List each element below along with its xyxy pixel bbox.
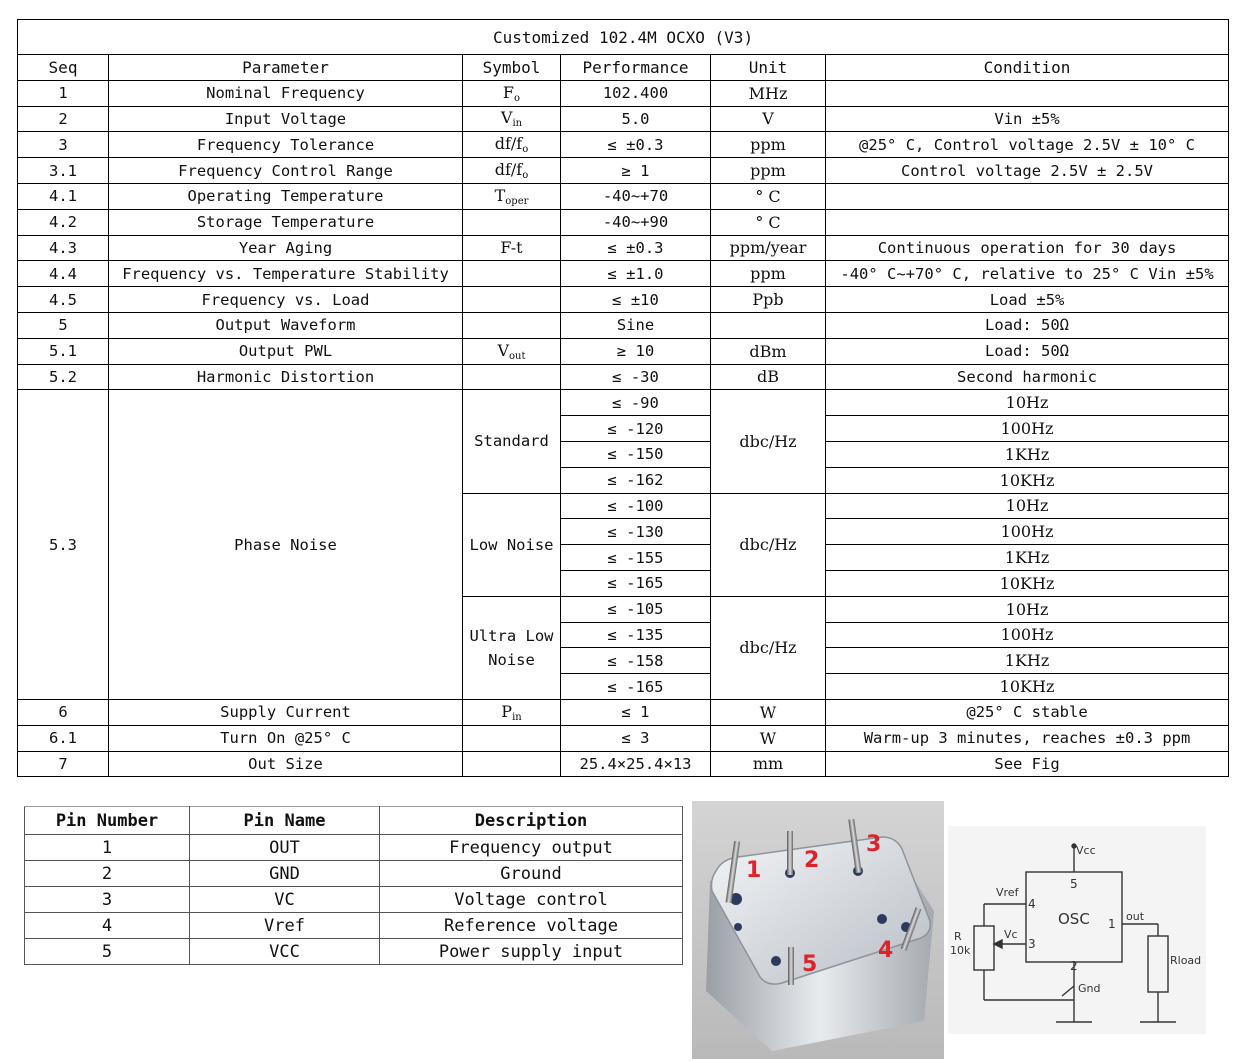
- performance-cell: ≤ -130: [561, 519, 711, 545]
- pin-name-cell: VCC: [190, 939, 380, 965]
- table-row: [18, 261, 1229, 287]
- unit-cell: dB: [711, 364, 826, 390]
- seq-cell: 5.2: [18, 364, 109, 390]
- symbol-cell: F-t: [463, 235, 561, 261]
- table-row: [18, 338, 1229, 364]
- pin-row: [25, 861, 683, 887]
- performance-cell: ≤ -120: [561, 416, 711, 442]
- condition-cell: Continuous operation for 30 days: [826, 235, 1229, 261]
- seq-cell: 6.1: [18, 725, 109, 751]
- pin-description-cell: Frequency output: [380, 835, 683, 861]
- pin-column-header: Description: [380, 807, 683, 835]
- seq-cell: 4.3: [18, 235, 109, 261]
- table-row: [18, 235, 1229, 261]
- performance-cell: ≤ -165: [561, 570, 711, 596]
- pin-name-cell: VC: [190, 887, 380, 913]
- unit-cell: ppm: [711, 158, 826, 184]
- performance-cell: ≤ -158: [561, 648, 711, 674]
- pin-row: [25, 887, 683, 913]
- parameter-cell: Frequency vs. Load: [109, 287, 463, 313]
- symbol-cell: [463, 287, 561, 313]
- circuit-diagram: [948, 826, 1206, 1034]
- condition-cell: Load: 50Ω: [826, 338, 1229, 364]
- performance-cell: ≤ -165: [561, 674, 711, 700]
- symbol-cell: [463, 751, 561, 777]
- pin-number-cell: 3: [25, 887, 190, 913]
- performance-cell: 102.400: [561, 80, 711, 106]
- unit-cell: ppm: [711, 132, 826, 158]
- circuit-osc-label: OSC: [1058, 910, 1090, 928]
- performance-cell: -40~+90: [561, 209, 711, 235]
- condition-cell: 100Hz: [826, 519, 1229, 545]
- photo-pin-label-1: 1: [746, 858, 762, 883]
- performance-cell: Sine: [561, 312, 711, 338]
- unit-cell: dBm: [711, 338, 826, 364]
- table-row: [18, 364, 1229, 390]
- symbol-cell: [463, 364, 561, 390]
- condition-cell: [826, 209, 1229, 235]
- phase-noise-row: [18, 390, 1229, 416]
- symbol-subscript: o: [522, 170, 529, 182]
- noise-grade-cell: Ultra Low Noise: [463, 596, 561, 699]
- performance-cell: ≥ 1: [561, 158, 711, 184]
- seq-cell: 3.1: [18, 158, 109, 184]
- table-row: [18, 699, 1229, 725]
- parameter-cell: Nominal Frequency: [109, 80, 463, 106]
- photo-pin-label-3: 3: [866, 832, 882, 857]
- symbol-cell: $V_{in}$: [463, 106, 561, 132]
- parameter-cell: Output PWL: [109, 338, 463, 364]
- unit-cell: W: [711, 699, 826, 725]
- table-row: [18, 132, 1229, 158]
- unit-cell: W: [711, 725, 826, 751]
- table-row: [18, 725, 1229, 751]
- seq-cell: 5: [18, 312, 109, 338]
- unit-cell: ppm: [711, 261, 826, 287]
- noise-grade-cell: Low Noise: [463, 493, 561, 596]
- performance-cell: -40~+70: [561, 183, 711, 209]
- condition-cell: [826, 80, 1229, 106]
- column-header: Symbol: [463, 55, 561, 81]
- parameter-cell: Output Waveform: [109, 312, 463, 338]
- pin-name-cell: OUT: [190, 835, 380, 861]
- condition-cell: @25° C, Control voltage 2.5V ± 10° C: [826, 132, 1229, 158]
- table-row: [18, 158, 1229, 184]
- condition-cell: 10KHz: [826, 467, 1229, 493]
- pin-row: [25, 939, 683, 965]
- condition-cell: 10KHz: [826, 674, 1229, 700]
- table-title: Customized 102.4M OCXO (V3): [18, 20, 1229, 55]
- circuit-vref-label: Vref: [996, 886, 1019, 899]
- condition-cell: 100Hz: [826, 622, 1229, 648]
- performance-cell: ≤ -155: [561, 545, 711, 571]
- photo-pin-label-2: 2: [804, 848, 820, 873]
- condition-cell: [826, 183, 1229, 209]
- parameter-cell: Harmonic Distortion: [109, 364, 463, 390]
- condition-cell: 1KHz: [826, 441, 1229, 467]
- symbol-subscript: o: [522, 144, 529, 156]
- performance-cell: ≤ 1: [561, 699, 711, 725]
- condition-cell: 1KHz: [826, 648, 1229, 674]
- seq-cell: 4.4: [18, 261, 109, 287]
- symbol-subscript: in: [512, 118, 523, 130]
- table-row: [18, 80, 1229, 106]
- symbol-cell: $F_o$: [463, 80, 561, 106]
- condition-cell: Load: 50Ω: [826, 312, 1229, 338]
- condition-cell: 10Hz: [826, 390, 1229, 416]
- parameter-cell: Frequency vs. Temperature Stability: [109, 261, 463, 287]
- pin-number-cell: 5: [25, 939, 190, 965]
- parameter-cell: Phase Noise: [109, 390, 463, 700]
- symbol-subscript: out: [509, 350, 526, 362]
- performance-cell: ≥ 10: [561, 338, 711, 364]
- performance-cell: ≤ -105: [561, 596, 711, 622]
- condition-cell: -40° C~+70° C, relative to 25° C Vin ±5%: [826, 261, 1229, 287]
- performance-cell: ≤ -150: [561, 441, 711, 467]
- seq-cell: 7: [18, 751, 109, 777]
- seq-cell: 4.2: [18, 209, 109, 235]
- parameter-cell: Out Size: [109, 751, 463, 777]
- pin-column-header: Pin Number: [25, 807, 190, 835]
- performance-cell: ≤ ±1.0: [561, 261, 711, 287]
- symbol-cell: [463, 312, 561, 338]
- condition-cell: Warm-up 3 minutes, reaches ±0.3 ppm: [826, 725, 1229, 751]
- pin-description-cell: Voltage control: [380, 887, 683, 913]
- symbol-subscript: in: [512, 711, 522, 723]
- unit-cell: ° C: [711, 209, 826, 235]
- condition-cell: Control voltage 2.5V ± 2.5V: [826, 158, 1229, 184]
- table-row: [18, 287, 1229, 313]
- noise-grade-cell: Standard: [463, 390, 561, 493]
- symbol-cell: $P_{in}$: [463, 699, 561, 725]
- condition-cell: 10KHz: [826, 570, 1229, 596]
- unit-cell: mm: [711, 751, 826, 777]
- circuit-vcc-label: Vcc: [1076, 844, 1096, 857]
- parameter-cell: Supply Current: [109, 699, 463, 725]
- performance-cell: ≤ ±0.3: [561, 235, 711, 261]
- parameter-cell: Frequency Tolerance: [109, 132, 463, 158]
- performance-cell: ≤ -90: [561, 390, 711, 416]
- pin-description-cell: Power supply input: [380, 939, 683, 965]
- table-row: [18, 751, 1229, 777]
- condition-cell: Vin ±5%: [826, 106, 1229, 132]
- seq-cell: 4.5: [18, 287, 109, 313]
- column-header: Condition: [826, 55, 1229, 81]
- circuit-pin5: 5: [1070, 877, 1078, 891]
- circuit-vc-label: Vc: [1004, 928, 1018, 941]
- circuit-out-label: out: [1126, 910, 1145, 923]
- unit-cell: [711, 312, 826, 338]
- symbol-cell: [463, 209, 561, 235]
- parameter-cell: Turn On @25° C: [109, 725, 463, 751]
- ocxo-photo: [692, 801, 944, 1059]
- symbol-cell: $T_{oper}$: [463, 183, 561, 209]
- performance-cell: ≤ 3: [561, 725, 711, 751]
- unit-cell: ° C: [711, 183, 826, 209]
- circuit-pin4: 4: [1028, 897, 1036, 911]
- symbol-cell: $df/f_o$: [463, 132, 561, 158]
- seq-cell: 4.1: [18, 183, 109, 209]
- condition-cell: 100Hz: [826, 416, 1229, 442]
- spec-table: [17, 19, 1229, 777]
- parameter-cell: Input Voltage: [109, 106, 463, 132]
- symbol-cell: $df/f_o$: [463, 158, 561, 184]
- pin-description-cell: Reference voltage: [380, 913, 683, 939]
- column-header: Parameter: [109, 55, 463, 81]
- pin-description-cell: Ground: [380, 861, 683, 887]
- condition-cell: 1KHz: [826, 545, 1229, 571]
- unit-cell: dbc/Hz: [711, 390, 826, 493]
- pin-number-cell: 1: [25, 835, 190, 861]
- seq-cell: 5.3: [18, 390, 109, 700]
- circuit-pin3: 3: [1028, 937, 1036, 951]
- symbol-cell: $V_{out}$: [463, 338, 561, 364]
- pin-number-cell: 4: [25, 913, 190, 939]
- circuit-r-value: 10k: [950, 944, 971, 957]
- circuit-pin2: 2: [1070, 959, 1078, 973]
- photo-pin-label-5: 5: [802, 952, 818, 977]
- unit-cell: V: [711, 106, 826, 132]
- seq-cell: 6: [18, 699, 109, 725]
- pin-row: [25, 913, 683, 939]
- column-header: Seq: [18, 55, 109, 81]
- condition-cell: See Fig: [826, 751, 1229, 777]
- photo-pin-label-4: 4: [878, 938, 894, 963]
- pin-name-cell: GND: [190, 861, 380, 887]
- pin-name-cell: Vref: [190, 913, 380, 939]
- condition-cell: 10Hz: [826, 596, 1229, 622]
- unit-cell: dbc/Hz: [711, 493, 826, 596]
- pin-number-cell: 2: [25, 861, 190, 887]
- performance-cell: ≤ -162: [561, 467, 711, 493]
- performance-cell: ≤ -30: [561, 364, 711, 390]
- seq-cell: 1: [18, 80, 109, 106]
- unit-cell: ppm/year: [711, 235, 826, 261]
- parameter-cell: Operating Temperature: [109, 183, 463, 209]
- performance-cell: ≤ ±10: [561, 287, 711, 313]
- circuit-r-label: R: [954, 930, 962, 943]
- symbol-subscript: oper: [505, 195, 529, 207]
- performance-cell: 5.0: [561, 106, 711, 132]
- column-header: Performance: [561, 55, 711, 81]
- performance-cell: ≤ ±0.3: [561, 132, 711, 158]
- performance-cell: ≤ -135: [561, 622, 711, 648]
- parameter-cell: Year Aging: [109, 235, 463, 261]
- symbol-cell: [463, 261, 561, 287]
- unit-cell: dbc/Hz: [711, 596, 826, 699]
- parameter-cell: Frequency Control Range: [109, 158, 463, 184]
- symbol-cell: [463, 725, 561, 751]
- seq-cell: 2: [18, 106, 109, 132]
- performance-cell: 25.4×25.4×13: [561, 751, 711, 777]
- pin-column-header: Pin Name: [190, 807, 380, 835]
- circuit-gnd-label: Gnd: [1078, 982, 1101, 995]
- table-row: [18, 106, 1229, 132]
- seq-cell: 3: [18, 132, 109, 158]
- condition-cell: Load ±5%: [826, 287, 1229, 313]
- unit-cell: Ppb: [711, 287, 826, 313]
- condition-cell: @25° C stable: [826, 699, 1229, 725]
- table-row: [18, 312, 1229, 338]
- unit-cell: MHz: [711, 80, 826, 106]
- circuit-rload-label: Rload: [1170, 954, 1202, 967]
- symbol-subscript: o: [514, 92, 521, 104]
- table-row: [18, 183, 1229, 209]
- circuit-pin1: 1: [1108, 917, 1116, 931]
- condition-cell: 10Hz: [826, 493, 1229, 519]
- condition-cell: Second harmonic: [826, 364, 1229, 390]
- table-row: [18, 209, 1229, 235]
- column-header: Unit: [711, 55, 826, 81]
- pin-table: [24, 806, 683, 965]
- performance-cell: ≤ -100: [561, 493, 711, 519]
- parameter-cell: Storage Temperature: [109, 209, 463, 235]
- seq-cell: 5.1: [18, 338, 109, 364]
- pin-row: [25, 835, 683, 861]
